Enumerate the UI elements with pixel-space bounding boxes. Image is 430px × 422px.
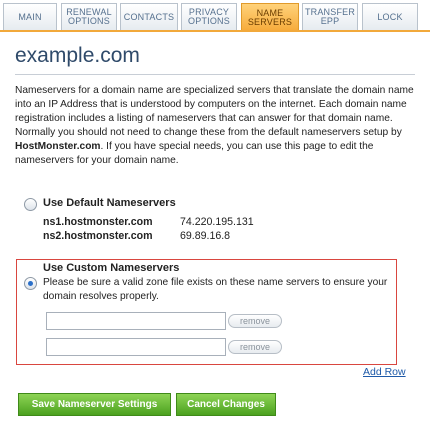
nameserver-description [15, 84, 417, 167]
tab-main[interactable]: MAIN [3, 3, 57, 30]
cancel-changes-button[interactable]: Cancel Changes [176, 393, 276, 416]
ns-ip: 74.220.195.131 [180, 216, 254, 228]
default-ns-row-2 [43, 230, 230, 242]
page-title: example.com [15, 44, 140, 67]
ns-ip: 69.89.16.8 [180, 230, 231, 242]
ns-name: ns1.hostmonster.com [43, 216, 153, 228]
remove-button-2[interactable]: remove [228, 340, 282, 354]
custom-nameserver-input-1[interactable] [46, 312, 226, 330]
description-text-2: . If you have special needs, you can use this page to edit the nameservers for your domain name. [15, 140, 374, 166]
custom-nameservers-note: Please be sure a valid zone file exists on these name servers to ensure your domain resolves properly. [43, 277, 388, 302]
tab-renewal-options[interactable]: RENEWAL OPTIONS [61, 3, 117, 30]
tab-name-servers[interactable]: NAME SERVERS [241, 3, 299, 32]
custom-nameservers-radio[interactable] [24, 277, 37, 290]
description-brand: HostMonster.com [15, 140, 101, 152]
custom-nameserver-input-2[interactable] [46, 338, 226, 356]
tab-privacy-options[interactable]: PRIVACY OPTIONS [181, 3, 237, 30]
custom-nameservers-title: Use Custom Nameservers [43, 262, 180, 274]
title-divider [15, 74, 415, 75]
tab-underline [0, 30, 430, 32]
add-row-link[interactable]: Add Row [363, 366, 406, 378]
default-ns-row-1 [43, 216, 254, 228]
default-nameservers-radio[interactable] [24, 198, 37, 211]
tab-contacts[interactable]: CONTACTS [120, 3, 178, 30]
save-nameserver-settings-button[interactable]: Save Nameserver Settings [18, 393, 171, 416]
ns-name: ns2.hostmonster.com [43, 230, 153, 242]
description-text-1: Nameservers for a domain name are specialized servers that translate the domain name into an IP Address that is understood by computers on the internet. Each domain name registration includes a listing of nameservers that can answer for that domain name. Normally you should not need to change these from the default nameservers setup by [15, 85, 414, 138]
tab-transfer-epp[interactable]: TRANSFER EPP [302, 3, 358, 30]
default-nameservers-title: Use Default Nameservers [43, 197, 176, 209]
tab-bar [0, 0, 430, 32]
tab-lock[interactable]: LOCK [362, 3, 418, 30]
remove-button-1[interactable]: remove [228, 314, 282, 328]
